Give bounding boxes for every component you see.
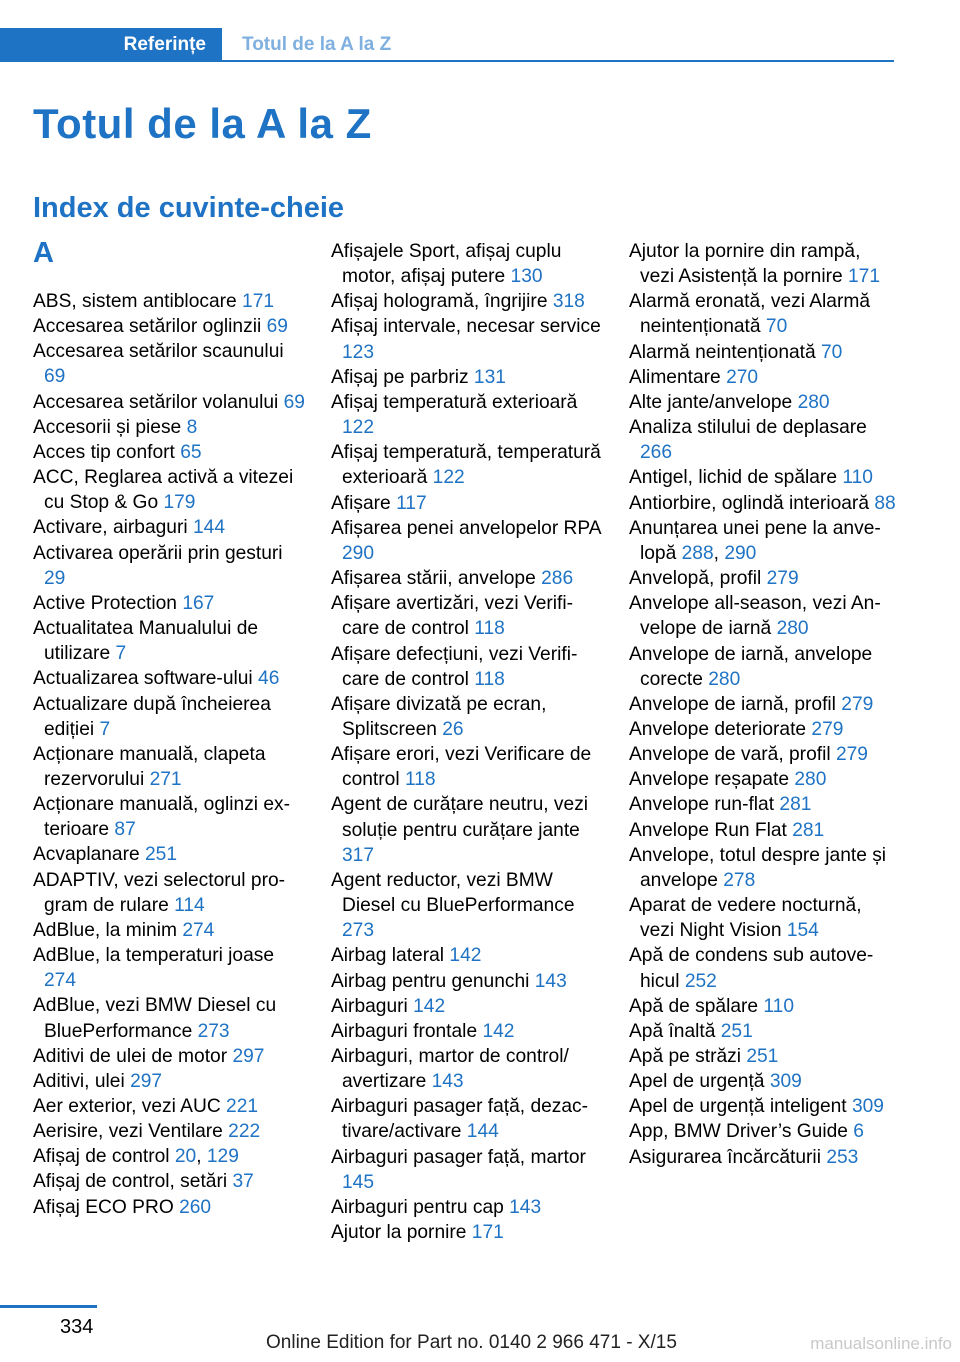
index-entry bbox=[33, 541, 305, 591]
index-entry bbox=[629, 1119, 899, 1144]
index-term: Agent de curățare neutru, vezi soluție pentru curățare jante bbox=[331, 794, 589, 841]
page-link[interactable]: 280 bbox=[708, 668, 741, 690]
index-entry bbox=[629, 1019, 899, 1044]
index-term: Anvelope de iarnă, profil bbox=[629, 693, 836, 715]
page-link[interactable]: 145 bbox=[342, 1171, 375, 1193]
page-link[interactable]: 7 bbox=[115, 643, 127, 665]
page-link[interactable]: 309 bbox=[769, 1071, 802, 1093]
page-link[interactable]: 279 bbox=[841, 693, 874, 715]
index-entry bbox=[33, 1169, 305, 1194]
page-link[interactable]: 122 bbox=[432, 467, 465, 489]
page-link[interactable]: 129 bbox=[206, 1146, 239, 1168]
index-term: Anvelope de iarnă, anvelope corecte bbox=[629, 643, 873, 690]
index-term: Aditivi de ulei de motor bbox=[33, 1045, 228, 1067]
page-link[interactable]: 110 bbox=[763, 995, 795, 1017]
index-entry bbox=[33, 515, 305, 540]
page-link[interactable]: 279 bbox=[766, 568, 799, 590]
index-column-2 bbox=[331, 239, 603, 1245]
index-term: Apă pe străzi bbox=[629, 1046, 741, 1067]
index-entry bbox=[629, 1145, 899, 1170]
index-entry bbox=[331, 1220, 603, 1245]
index-entry bbox=[629, 792, 899, 817]
page-link[interactable]: 279 bbox=[835, 744, 868, 766]
page-link[interactable]: 118 bbox=[474, 618, 505, 640]
index-term: Accesarea setărilor volanului bbox=[33, 391, 279, 413]
page-link[interactable]: 87 bbox=[114, 819, 136, 841]
index-term: Afișaj pe parbriz bbox=[331, 366, 469, 388]
index-term: ADAPTIV, vezi selectorul program de rulare bbox=[33, 869, 286, 916]
page-link[interactable]: 118 bbox=[404, 769, 436, 791]
index-term: Apel de urgență bbox=[629, 1071, 765, 1093]
index-entry bbox=[629, 591, 899, 641]
index-entry bbox=[331, 566, 603, 591]
page-link[interactable]: 130 bbox=[510, 266, 543, 288]
index-entry bbox=[331, 642, 603, 692]
watermark: manualsonline.info bbox=[810, 1334, 952, 1353]
index-term: Airbaguri, martor de control/ avertizare bbox=[331, 1046, 569, 1093]
index-entry bbox=[331, 314, 603, 364]
index-term: Aparat de vedere nocturnă, vezi Night Vision bbox=[629, 895, 862, 942]
page-link[interactable]: 144 bbox=[466, 1121, 499, 1143]
index-entry bbox=[331, 969, 603, 994]
page-header bbox=[0, 0, 960, 64]
index-entry bbox=[331, 692, 603, 742]
index-term: Agent reductor, vezi BMW Diesel cu BluePerformance bbox=[331, 869, 575, 917]
index-term: Anvelope Run Flat bbox=[629, 819, 787, 841]
index-term: Afișare avertizări, vezi Verificare de control bbox=[331, 593, 574, 640]
index-term: Antigel, lichid de spălare bbox=[629, 467, 837, 489]
index-entry bbox=[629, 566, 899, 591]
edition-note: Online Edition for Part no. 0140 2 966 471 - X/15 bbox=[266, 1332, 677, 1353]
index-term: Aerisire, vezi Ventilare bbox=[33, 1121, 223, 1143]
page-link[interactable]: 171 bbox=[242, 291, 275, 312]
index-entry bbox=[331, 516, 603, 566]
page-link[interactable]: 297 bbox=[232, 1045, 265, 1067]
index-term: Activarea operării prin gesturi bbox=[33, 542, 283, 564]
index-entry bbox=[33, 993, 305, 1043]
page-link[interactable]: 317 bbox=[342, 844, 375, 866]
index-entry bbox=[331, 1044, 603, 1094]
index-term: Anvelopă, profil bbox=[629, 568, 762, 590]
page-link[interactable]: 7 bbox=[99, 718, 111, 740]
page-link[interactable]: 281 bbox=[792, 819, 825, 841]
page-link[interactable]: 29 bbox=[44, 567, 66, 589]
page-link[interactable]: 222 bbox=[228, 1121, 261, 1143]
index-entry bbox=[331, 365, 603, 390]
page-link[interactable]: 122 bbox=[342, 417, 375, 439]
index-term: Anvelope reșapate bbox=[629, 769, 790, 791]
index-entry bbox=[629, 415, 899, 465]
index-term: Airbaguri pasager față, dezactivare/activare bbox=[331, 1096, 589, 1143]
index-column-1 bbox=[33, 239, 305, 1220]
page-link[interactable]: 118 bbox=[474, 668, 505, 690]
index-term: Afișare defecțiuni, vezi Verificare de control bbox=[331, 643, 578, 690]
page-link[interactable]: 280 bbox=[794, 769, 827, 791]
index-term: Alarmă neintenționată bbox=[629, 341, 816, 363]
index-term: Airbaguri pentru cap bbox=[331, 1196, 504, 1218]
page-link[interactable]: 70 bbox=[821, 341, 843, 363]
index-entry bbox=[629, 1094, 899, 1119]
index-entry bbox=[629, 742, 899, 767]
index-entry bbox=[629, 642, 899, 692]
page-link[interactable]: 8 bbox=[186, 416, 198, 438]
index-term: Acvaplanare bbox=[33, 844, 140, 866]
index-term: Afișaj hologramă, îngrijire bbox=[331, 291, 548, 313]
index-term: Aer exterior, vezi AUC bbox=[33, 1096, 221, 1117]
index-term: ABS, sistem antiblocare bbox=[33, 291, 237, 312]
index-term: Afișarea stării, anvelope bbox=[331, 568, 536, 590]
page-link[interactable]: 154 bbox=[786, 920, 819, 942]
page-link[interactable]: 123 bbox=[342, 341, 375, 363]
index-term: Afișaj temperatură exterioară bbox=[331, 391, 578, 413]
index-entry bbox=[629, 491, 899, 516]
index-entry bbox=[331, 994, 603, 1019]
page-link[interactable]: 131 bbox=[473, 366, 506, 388]
index-entry bbox=[33, 289, 305, 314]
index-entry bbox=[629, 365, 899, 390]
index-term: Anvelope run-flat bbox=[629, 794, 775, 816]
index-term: Airbaguri frontale bbox=[331, 1020, 478, 1042]
page-link[interactable]: 6 bbox=[853, 1121, 864, 1143]
index-term: Actualizare după încheierea ediției bbox=[33, 693, 271, 740]
index-entry bbox=[33, 742, 305, 792]
index-term: Afișaj intervale, necesar service bbox=[331, 316, 601, 338]
index-term: Airbaguri pasager față, martor bbox=[331, 1146, 586, 1168]
index-term: Apel de urgență inteligent bbox=[629, 1096, 847, 1118]
index-term: Afișaj de control, setări bbox=[33, 1171, 228, 1193]
index-entry bbox=[331, 1195, 603, 1220]
page-link[interactable]: 297 bbox=[130, 1070, 163, 1092]
index-term: Accesorii și piese bbox=[33, 416, 182, 438]
page-link[interactable]: 280 bbox=[797, 391, 830, 413]
page-link[interactable]: 318 bbox=[552, 291, 585, 313]
index-term: Analiza stilului de deplasare bbox=[629, 417, 867, 439]
page-link[interactable]: 271 bbox=[149, 768, 182, 790]
index-term: App, BMW Driver’s Guide bbox=[629, 1121, 848, 1143]
page-subtitle: Index de cuvinte-cheie bbox=[33, 192, 345, 224]
index-term: AdBlue, la minim bbox=[33, 919, 177, 941]
page-link[interactable]: 274 bbox=[182, 919, 215, 941]
index-entry bbox=[33, 390, 305, 415]
index-entry bbox=[331, 239, 603, 289]
index-entry bbox=[331, 943, 603, 968]
index-entry bbox=[629, 340, 899, 365]
page-link[interactable]: 114 bbox=[174, 894, 205, 916]
page-link[interactable]: 65 bbox=[180, 441, 202, 463]
index-term: Apă înaltă bbox=[629, 1020, 716, 1042]
index-term: Anvelope de vară, profil bbox=[629, 744, 831, 766]
index-entry bbox=[331, 1145, 603, 1195]
index-term: AdBlue, vezi BMW Diesel cu BluePerformance bbox=[33, 995, 277, 1042]
page-link[interactable]: 290 bbox=[724, 542, 757, 564]
index-entry bbox=[629, 1044, 899, 1069]
index-entry bbox=[629, 289, 899, 339]
index-entry bbox=[629, 390, 899, 415]
page-number: 334 bbox=[60, 1316, 94, 1338]
index-term: Aditivi, ulei bbox=[33, 1070, 125, 1092]
index-entry bbox=[331, 742, 603, 792]
index-term: Apă de spălare bbox=[629, 995, 759, 1017]
index-term: Afișare erori, vezi Verificare de control bbox=[331, 744, 592, 791]
index-entry bbox=[629, 239, 899, 289]
index-term: Anvelope, totul despre jante și anvelope bbox=[629, 844, 887, 891]
page-link[interactable]: 309 bbox=[851, 1096, 884, 1118]
page-link[interactable]: 69 bbox=[44, 366, 66, 388]
index-entry bbox=[33, 1044, 305, 1069]
index-entry bbox=[33, 692, 305, 742]
index-entry bbox=[629, 843, 899, 893]
index-term: Afișare divizată pe ecran, Splitscreen bbox=[331, 693, 547, 740]
index-entry bbox=[331, 491, 603, 516]
header-rule bbox=[222, 60, 894, 62]
index-term: Afișajele Sport, afișaj cuplu motor, afișaj putere bbox=[331, 241, 562, 288]
index-term: Accesarea setărilor scaunului bbox=[33, 341, 284, 363]
page-link[interactable]: 179 bbox=[163, 492, 196, 514]
page-link[interactable]: 252 bbox=[684, 970, 717, 992]
index-entry bbox=[33, 666, 305, 691]
index-entry bbox=[33, 842, 305, 867]
page-link[interactable]: 280 bbox=[776, 618, 809, 640]
page-link[interactable]: 270 bbox=[726, 366, 759, 388]
index-term: Airbag pentru genunchi bbox=[331, 970, 530, 992]
index-entry bbox=[33, 792, 305, 842]
page-link[interactable]: 273 bbox=[197, 1020, 230, 1042]
index-entry bbox=[331, 792, 603, 867]
page-link[interactable]: 69 bbox=[283, 391, 305, 413]
index-entry bbox=[629, 943, 899, 993]
index-term: Activare, airbaguri bbox=[33, 517, 188, 539]
index-term: Alte jante/anvelope bbox=[629, 391, 793, 413]
index-entry bbox=[331, 440, 603, 490]
index-term: Airbag lateral bbox=[331, 945, 445, 967]
page-link[interactable]: 144 bbox=[192, 517, 225, 539]
index-entry bbox=[33, 415, 305, 440]
index-term: Afișarea penei anvelopelor RPA bbox=[331, 517, 601, 539]
index-term: Ajutor la pornire bbox=[331, 1222, 467, 1244]
page-link[interactable]: 88 bbox=[874, 492, 896, 514]
index-entry bbox=[33, 943, 305, 993]
page-link[interactable]: 167 bbox=[182, 592, 215, 614]
index-column-3 bbox=[629, 239, 899, 1170]
index-term: AdBlue, la temperaturi joase bbox=[33, 945, 275, 967]
page-link[interactable]: 143 bbox=[431, 1071, 464, 1093]
index-term: Accesarea setărilor oglinzii bbox=[33, 316, 262, 338]
page-link[interactable]: 70 bbox=[765, 316, 788, 338]
page-link[interactable]: 273 bbox=[342, 920, 375, 942]
index-term: Actualitatea Manualului de utilizare bbox=[33, 618, 259, 665]
page-link[interactable]: 143 bbox=[509, 1196, 542, 1218]
index-entry bbox=[33, 1094, 305, 1119]
page-link[interactable]: 26 bbox=[442, 718, 464, 740]
index-entry bbox=[33, 918, 305, 943]
index-entry bbox=[331, 868, 603, 943]
index-term: Alimentare bbox=[629, 366, 721, 388]
index-entry bbox=[331, 591, 603, 641]
index-entry bbox=[33, 1195, 305, 1220]
page-link[interactable]: 69 bbox=[266, 316, 288, 338]
index-entry bbox=[33, 1069, 305, 1094]
index-entry: Afișaj de control 20, 129 bbox=[33, 1146, 239, 1168]
page-link[interactable]: 286 bbox=[541, 568, 574, 590]
index-entry bbox=[331, 289, 603, 314]
page-link[interactable]: 266 bbox=[640, 442, 673, 464]
page-title: Totul de la A la Z bbox=[33, 100, 372, 147]
index-term: ACC, Reglarea activă a vitezei cu Stop & Go bbox=[33, 467, 294, 514]
index-term: Afișaj de control bbox=[33, 1146, 170, 1168]
index-term: Apă de condens sub autovehicul bbox=[629, 945, 874, 992]
index-term: Actualizarea software-ului bbox=[33, 668, 253, 690]
index-entry bbox=[331, 390, 603, 440]
index-entry bbox=[33, 616, 305, 666]
index-entry bbox=[33, 868, 305, 918]
page-link[interactable]: 143 bbox=[534, 970, 567, 992]
index-entry bbox=[629, 692, 899, 717]
index-entry bbox=[629, 1069, 899, 1094]
page-link[interactable]: 117 bbox=[396, 492, 427, 514]
index-entry bbox=[629, 465, 899, 490]
index-entry bbox=[33, 440, 305, 465]
index-term: Anvelope deteriorate bbox=[629, 718, 807, 740]
page-link[interactable]: 288 bbox=[681, 542, 714, 564]
index-entry bbox=[33, 1119, 305, 1144]
index-term: Antiorbire, oglindă interioară bbox=[629, 492, 869, 514]
page-link[interactable]: 142 bbox=[482, 1020, 515, 1042]
index-term: Airbaguri bbox=[331, 995, 408, 1017]
page-link[interactable]: 290 bbox=[342, 542, 375, 564]
page-link[interactable]: 251 bbox=[720, 1020, 753, 1042]
index-entry bbox=[33, 314, 305, 339]
page-link[interactable]: 46 bbox=[258, 668, 280, 690]
page-link[interactable]: 110 bbox=[842, 467, 873, 489]
index-term: Anunțarea unei pene la anvelopă bbox=[629, 517, 881, 564]
page-link[interactable]: 37 bbox=[232, 1171, 254, 1193]
section-tab[interactable]: Referințe bbox=[0, 28, 222, 62]
page-link[interactable]: 279 bbox=[811, 718, 844, 740]
index-term: Afișare bbox=[331, 492, 391, 514]
index-term: Active Protection bbox=[33, 592, 177, 614]
index-entry bbox=[33, 465, 305, 515]
index-entry bbox=[33, 591, 305, 616]
page-link[interactable]: 171 bbox=[471, 1222, 504, 1244]
page-link[interactable]: 171 bbox=[847, 266, 880, 288]
page-link[interactable]: 251 bbox=[746, 1046, 779, 1067]
page-link[interactable]: 274 bbox=[44, 970, 77, 992]
index-term: Acces tip confort bbox=[33, 441, 175, 463]
index-entry bbox=[629, 717, 899, 742]
index-entry bbox=[629, 994, 899, 1019]
index-term: Anvelope all-season, vezi Anvelope de iarnă bbox=[629, 593, 881, 640]
page-link[interactable]: 20 bbox=[174, 1146, 197, 1168]
page-link[interactable]: 142 bbox=[449, 945, 482, 967]
index-entry bbox=[331, 1019, 603, 1044]
index-entry bbox=[629, 767, 899, 792]
index-term: Asigurarea încărcăturii bbox=[629, 1146, 821, 1168]
index-term: Alarmă eronată, vezi Alarmă neintenționată bbox=[629, 291, 871, 338]
page-link[interactable]: 281 bbox=[779, 794, 812, 816]
index-entry: Anunțarea unei pene la anvelopă 288, 290 bbox=[629, 517, 881, 564]
page-link[interactable]: 253 bbox=[826, 1146, 859, 1168]
index-term: Afișaj ECO PRO bbox=[33, 1196, 174, 1218]
index-term: Ajutor la pornire din rampă, vezi Asistență la pornire bbox=[629, 241, 861, 288]
index-letter: A bbox=[33, 237, 54, 269]
index-entry bbox=[629, 818, 899, 843]
footer-rule bbox=[0, 1305, 97, 1308]
index-entry bbox=[33, 339, 305, 389]
page-link[interactable]: 142 bbox=[413, 995, 446, 1017]
page-link[interactable]: 278 bbox=[723, 869, 756, 891]
page-link[interactable]: 251 bbox=[145, 844, 178, 866]
index-term: Afișaj temperatură, temperatură exterioară bbox=[331, 442, 601, 489]
index-entry bbox=[629, 893, 899, 943]
index-term: Acționare manuală, oglinzi exterioare bbox=[33, 794, 291, 841]
page-link[interactable]: 221 bbox=[226, 1096, 259, 1117]
breadcrumb[interactable]: Totul de la A la Z bbox=[242, 34, 392, 55]
index-term: Acționare manuală, clapeta rezervorului bbox=[33, 743, 266, 790]
page-link[interactable]: 260 bbox=[179, 1196, 212, 1218]
index-entry bbox=[331, 1094, 603, 1144]
